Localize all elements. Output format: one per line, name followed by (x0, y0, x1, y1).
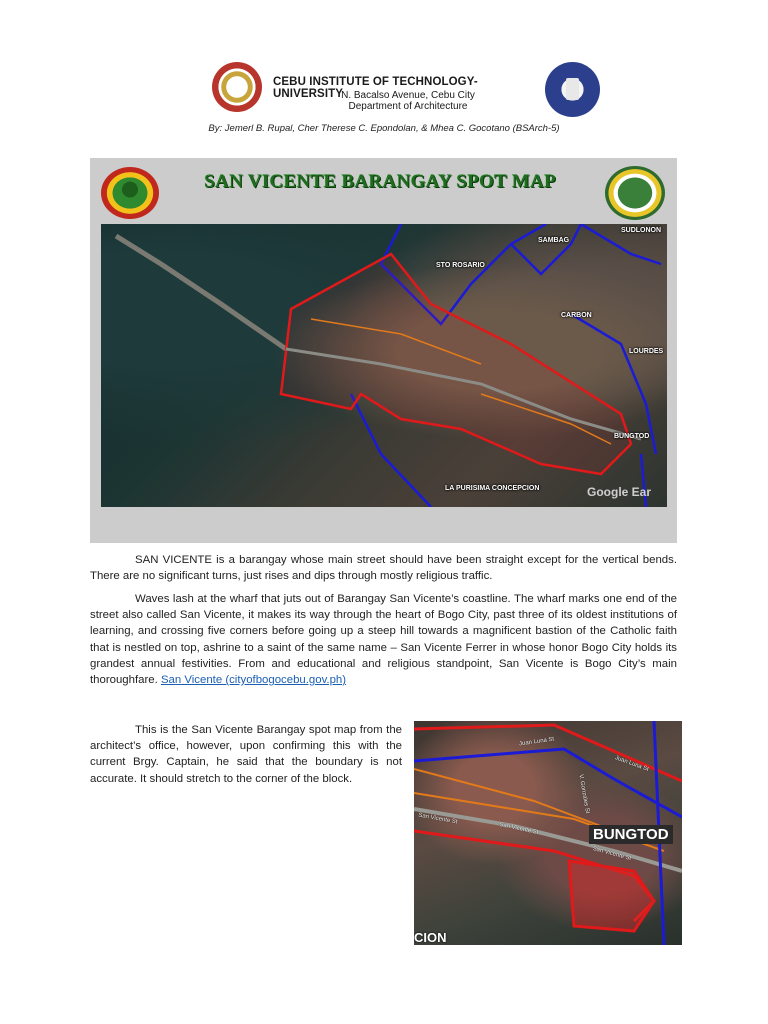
inset-highlight-area (569, 861, 654, 931)
paragraph-intro: SAN VICENTE is a barangay whose main street should have been straight except for the vertical bends. There are no significant turns, just rises and dips through mostly religious traffic. (90, 554, 677, 583)
department-name: Department of Architecture (348, 101, 468, 112)
spot-map-panel (90, 158, 677, 543)
institution-address: N. Bacalso Avenue, Cebu City (341, 90, 475, 101)
inset-boundary-top (414, 725, 682, 781)
boundary-sambag (511, 224, 581, 274)
boundary-san-vicente (281, 254, 631, 474)
institution-name: CEBU INSTITUTE OF TECHNOLOGY- UNIVERSITY (273, 76, 478, 100)
inset-label-bungtod: BUNGTOD (589, 825, 673, 844)
paragraph-wharf (90, 591, 677, 688)
label-sudlonon: SUDLONON (621, 227, 662, 234)
city-of-bogo-logo (101, 167, 159, 219)
authors-line: By: Jemerl B. Rupal, Cher Therese C. Epondolan, & Mhea C. Gocotano (BSArch-5) (208, 123, 560, 134)
label-carbon: CARBON (561, 312, 592, 319)
barangay-san-vicente-logo (605, 166, 665, 220)
map-overlay (101, 224, 667, 507)
street-san-vicente-2: San Vicente St (498, 821, 539, 837)
cit-u-seal-logo (212, 62, 262, 112)
street-v-gonzales: V. Gonzales St (577, 774, 591, 814)
label-sto-rosario: STO ROSARIO (436, 262, 485, 269)
street-san-vicente: San Vicente St (417, 812, 458, 826)
street-san-vicente-3: San Vicente St (591, 845, 632, 863)
street-juan-luna: Juan Luna St (518, 736, 555, 748)
label-sambag: SAMBAG (538, 237, 570, 244)
google-earth-watermark: Google Ear (587, 485, 652, 499)
label-bungtod: BUNGTOD (614, 433, 650, 440)
boundary-bungtod (641, 454, 646, 507)
satellite-map-image (101, 224, 667, 507)
paragraph-wharf-text: Waves lash at the wharf that juts out of Barangay San Vicente’s coastline. The wharf marks one end of the street also called San Vicente, it makes its way through the heart of Bogo City, past three of its oldest institutions of learning, and crossing five corners before going up a steep hill towards a magnificent bastion of the Catholic faith that is nestled on top, ashrine to a saint of the same name – San Vicente Ferrer in whose honor Bogo City holds its grandest annual festivities. From and educational and religious standpoint, San Vicente is Bogo City’s main thoroughfare. (90, 593, 677, 687)
map-title: SAN VICENTE BARANGAY SPOT MAP (204, 171, 556, 192)
inset-zoom-map (414, 721, 682, 945)
street-juan-luna-2: Juan Luna St (614, 755, 650, 773)
architecture-department-logo (545, 62, 600, 117)
paragraph-boundary-note: This is the San Vicente Barangay spot map from the architect’s office, however, upon confirming this with the current Brgy. Captain, he said that the boundary is not accurate. It should stretch to the corner of the block. (90, 724, 402, 785)
wharf-pier (116, 236, 286, 349)
source-link[interactable]: San Vicente (cityofbogocebu.gov.ph) (160, 674, 347, 687)
label-la-purisima-concepcion: LA PURISIMA CONCEPCION (445, 485, 540, 492)
inset-label-cion: CION (414, 930, 447, 945)
label-lourdes: LOURDES (629, 348, 664, 355)
